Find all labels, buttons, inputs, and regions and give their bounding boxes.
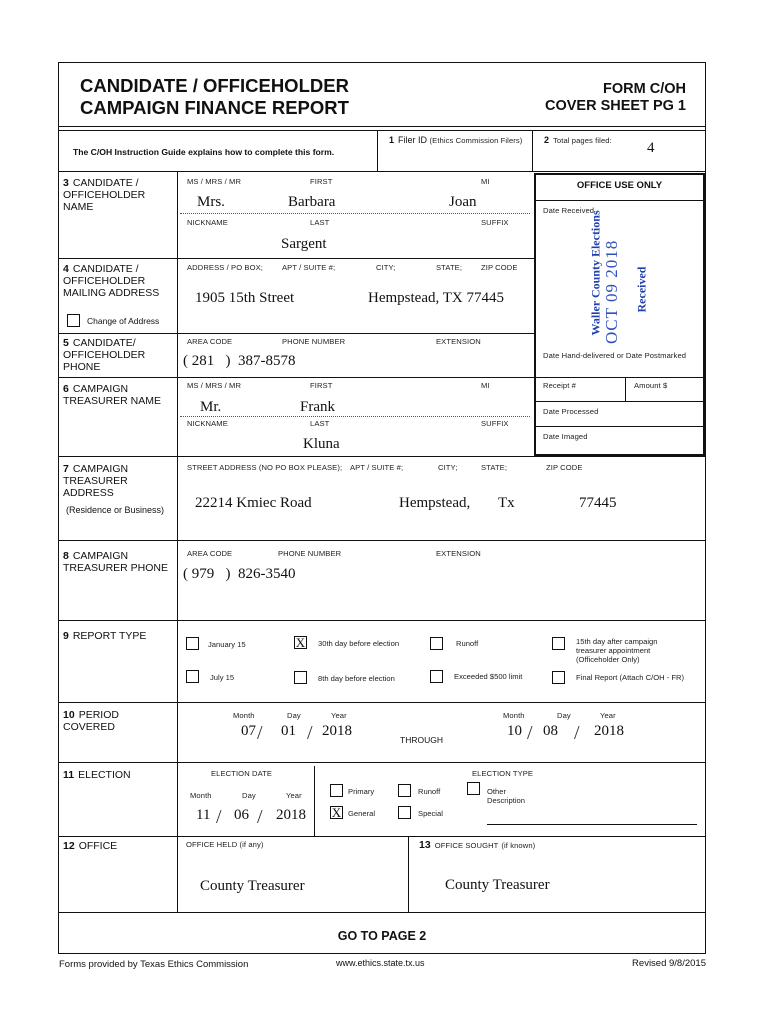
- instruction-note: The C/OH Instruction Guide explains how to complete this form.: [73, 147, 335, 157]
- s3-first-label: FIRST: [310, 177, 333, 186]
- section-9-label: 9 REPORT TYPE: [63, 630, 147, 642]
- footer-provider: Forms provided by Texas Ethics Commission: [59, 959, 249, 970]
- s5-phone-label: PHONE NUMBER: [282, 337, 346, 346]
- s8-phone-label: PHONE NUMBER: [278, 549, 342, 558]
- change-of-address-checkbox[interactable]: [67, 314, 80, 327]
- s6-nick-label: NICKNAME: [187, 419, 228, 428]
- s3-mi-label: MI: [481, 177, 490, 186]
- section-7-label: 7 CAMPAIGN TREASURER ADDRESS: [63, 463, 129, 499]
- candidate-address[interactable]: 1905 15th Street: [195, 290, 295, 306]
- footer-revised: Revised 9/8/2015: [632, 958, 706, 969]
- exceeded-500-label: Exceeded $500 limit: [454, 672, 523, 681]
- s8-area-label: AREA CODE: [187, 549, 233, 558]
- section-5-label: 5 CANDIDATE/ OFFICEHOLDER PHONE: [63, 337, 146, 373]
- form-title-line2: CAMPAIGN FINANCE REPORT: [80, 97, 349, 118]
- treasurer-area-code: 979: [191, 566, 215, 582]
- general-checkbox[interactable]: X: [331, 805, 342, 820]
- date-imaged-label: Date Imaged: [543, 432, 588, 441]
- slash: /: [216, 806, 222, 828]
- special-label: Special: [418, 809, 443, 818]
- election-year[interactable]: 2018: [276, 807, 306, 823]
- s10-to-month-label: Month: [503, 711, 525, 720]
- runoff-election-checkbox[interactable]: [398, 784, 411, 797]
- s3-nick-label: NICKNAME: [187, 218, 228, 227]
- s10-from-month-label: Month: [233, 711, 255, 720]
- section-7-sub: (Residence or Business): [66, 505, 165, 515]
- 15th-day-label: 15th day after campaign treasurer appointment (Officeholder Only): [576, 637, 658, 664]
- section-11-label: 11 ELECTION: [63, 769, 131, 781]
- s5-ext-label: EXTENSION: [436, 337, 481, 346]
- s7-street-label: STREET ADDRESS (NO PO BOX PLEASE);: [187, 463, 343, 472]
- form-number: FORM C/OH: [603, 81, 686, 97]
- candidate-phone-field[interactable]: ( 281 ) 387-8578: [183, 353, 296, 369]
- candidate-last[interactable]: Sargent: [281, 236, 327, 252]
- section-6-label: 6 CAMPAIGN TREASURER NAME: [63, 383, 162, 407]
- period-to-year[interactable]: 2018: [594, 723, 624, 739]
- candidate-first[interactable]: Barbara: [288, 194, 336, 210]
- amount-label: Amount $: [634, 381, 668, 390]
- s4-addr-label: ADDRESS / PO BOX;: [187, 263, 263, 272]
- section-8-label: 8 CAMPAIGN TREASURER PHONE: [63, 550, 169, 574]
- hand-delivered-label: Date Hand-delivered or Date Postmarked: [543, 351, 687, 360]
- s6-first-label: FIRST: [310, 381, 333, 390]
- s10-from-day-label: Day: [287, 711, 301, 720]
- 30th-day-label: 30th day before election: [318, 639, 400, 648]
- s10-to-day-label: Day: [557, 711, 571, 720]
- runoff-report-label: Runoff: [456, 639, 479, 648]
- period-from-year[interactable]: 2018: [322, 723, 352, 739]
- s7-apt-label: APT / SUITE #;: [350, 463, 404, 472]
- office-sought-value[interactable]: County Treasurer: [445, 877, 550, 893]
- slash: /: [574, 722, 580, 744]
- candidate-title[interactable]: Mrs.: [197, 194, 225, 210]
- footer-website[interactable]: www.ethics.state.tx.us: [336, 958, 425, 968]
- candidate-area-code: 281: [191, 353, 215, 369]
- stamp-county: Waller County Elections: [588, 210, 603, 336]
- runoff-election-label: Runoff: [418, 787, 441, 796]
- period-from-month[interactable]: 07: [241, 723, 256, 739]
- election-type-label: ELECTION TYPE: [472, 769, 534, 778]
- 8th-day-label: 8th day before election: [318, 674, 395, 683]
- office-use-title: OFFICE USE ONLY: [576, 180, 663, 191]
- jul15-label: July 15: [210, 673, 235, 682]
- exceeded-500-checkbox[interactable]: [430, 670, 443, 683]
- other-label: Other Description: [487, 787, 525, 805]
- treasurer-city[interactable]: Hempstead,: [399, 495, 471, 511]
- slash: /: [257, 722, 263, 744]
- s5-area-label: AREA CODE: [187, 337, 233, 346]
- final-report-checkbox[interactable]: [552, 671, 565, 684]
- section-4-label: 4 CANDIDATE / OFFICEHOLDER MAILING ADDRESS: [63, 263, 160, 299]
- 8th-day-checkbox[interactable]: [294, 671, 307, 684]
- general-label: General: [348, 809, 376, 818]
- s3-last-label: LAST: [310, 218, 330, 227]
- 30th-day-checkbox[interactable]: X: [295, 635, 306, 650]
- other-checkbox[interactable]: [467, 782, 480, 795]
- office-held-label: OFFICE HELD (if any): [186, 840, 264, 849]
- s11-year-label: Year: [286, 791, 302, 800]
- treasurer-phone-number: 826-3540: [238, 566, 296, 582]
- through-label: THROUGH: [400, 735, 443, 745]
- s11-day-label: Day: [242, 791, 256, 800]
- s6-title-label: MS / MRS / MR: [187, 381, 242, 390]
- section-10-label: 10 PERIOD COVERED: [63, 709, 119, 733]
- period-from-day[interactable]: 01: [281, 723, 296, 739]
- slash: /: [257, 806, 263, 828]
- s3-suffix-label: SUFFIX: [481, 218, 509, 227]
- change-of-address-label: Change of Address: [87, 316, 160, 326]
- filer-id-field[interactable]: 1 Filer ID (Ethics Commission Filers): [389, 135, 523, 145]
- slash: /: [307, 722, 313, 744]
- jul15-checkbox[interactable]: [186, 670, 199, 683]
- election-date-label: ELECTION DATE: [211, 769, 273, 778]
- s10-from-year-label: Year: [331, 711, 347, 720]
- s7-city-label: CITY;: [438, 463, 458, 472]
- treasurer-street[interactable]: 22214 Kmiec Road: [195, 495, 312, 511]
- s6-last-label: LAST: [310, 419, 330, 428]
- s10-to-year-label: Year: [600, 711, 616, 720]
- candidate-phone-number: 387-8578: [238, 353, 296, 369]
- s6-mi-label: MI: [481, 381, 490, 390]
- treasurer-state[interactable]: Tx: [498, 495, 515, 511]
- s8-ext-label: EXTENSION: [436, 549, 481, 558]
- s4-state-label: STATE;: [436, 263, 463, 272]
- s4-zip-label: ZIP CODE: [481, 263, 518, 272]
- election-month[interactable]: 11: [196, 807, 211, 823]
- jan15-checkbox[interactable]: [186, 637, 199, 650]
- s3-title-label: MS / MRS / MR: [187, 177, 242, 186]
- treasurer-last[interactable]: Kluna: [303, 436, 340, 452]
- treasurer-zip[interactable]: 77445: [579, 495, 617, 511]
- s4-apt-label: APT / SUITE #;: [282, 263, 336, 272]
- section-12-label: 12 OFFICE: [63, 840, 118, 852]
- treasurer-title[interactable]: Mr.: [200, 399, 222, 415]
- section-3-label: 3 CANDIDATE / OFFICEHOLDER NAME: [63, 177, 146, 213]
- cover-sheet-label: COVER SHEET PG 1: [544, 98, 686, 114]
- election-day[interactable]: 06: [234, 807, 249, 823]
- total-pages-value[interactable]: 4: [647, 140, 655, 156]
- total-pages-label: 2 Total pages filed:: [544, 135, 612, 145]
- special-checkbox[interactable]: [398, 806, 411, 819]
- s11-month-label: Month: [190, 791, 212, 800]
- treasurer-first[interactable]: Frank: [300, 399, 335, 415]
- runoff-report-checkbox[interactable]: [430, 637, 443, 650]
- s7-zip-label: ZIP CODE: [546, 463, 583, 472]
- go-to-page-2: GO TO PAGE 2: [337, 929, 427, 943]
- s7-state-label: STATE;: [481, 463, 508, 472]
- s6-suffix-label: SUFFIX: [481, 419, 509, 428]
- stamp-date: OCT 09 2018: [602, 239, 621, 344]
- receipt-label: Receipt #: [543, 381, 576, 390]
- primary-label: Primary: [348, 787, 375, 796]
- candidate-city-state-zip[interactable]: Hempstead, TX 77445: [368, 290, 504, 306]
- form-title-line1: CANDIDATE / OFFICEHOLDER: [80, 75, 349, 96]
- period-to-day[interactable]: 08: [543, 723, 558, 739]
- treasurer-phone-field[interactable]: ( 979 ) 826-3540: [183, 566, 296, 582]
- office-held-value[interactable]: County Treasurer: [200, 878, 305, 894]
- final-report-label: Final Report (Attach C/OH - FR): [576, 673, 685, 682]
- primary-checkbox[interactable]: [330, 784, 343, 797]
- jan15-label: January 15: [208, 640, 246, 649]
- slash: /: [527, 722, 533, 744]
- date-processed-label: Date Processed: [543, 407, 599, 416]
- 15th-day-checkbox[interactable]: [552, 637, 565, 650]
- period-to-month[interactable]: 10: [507, 723, 522, 739]
- s4-city-label: CITY;: [376, 263, 396, 272]
- section-13-label: 13 OFFICE SOUGHT (if known): [419, 839, 536, 851]
- stamp-received: Received: [634, 266, 649, 313]
- date-received-label: Date Received: [543, 206, 595, 215]
- candidate-mi[interactable]: Joan: [449, 194, 477, 210]
